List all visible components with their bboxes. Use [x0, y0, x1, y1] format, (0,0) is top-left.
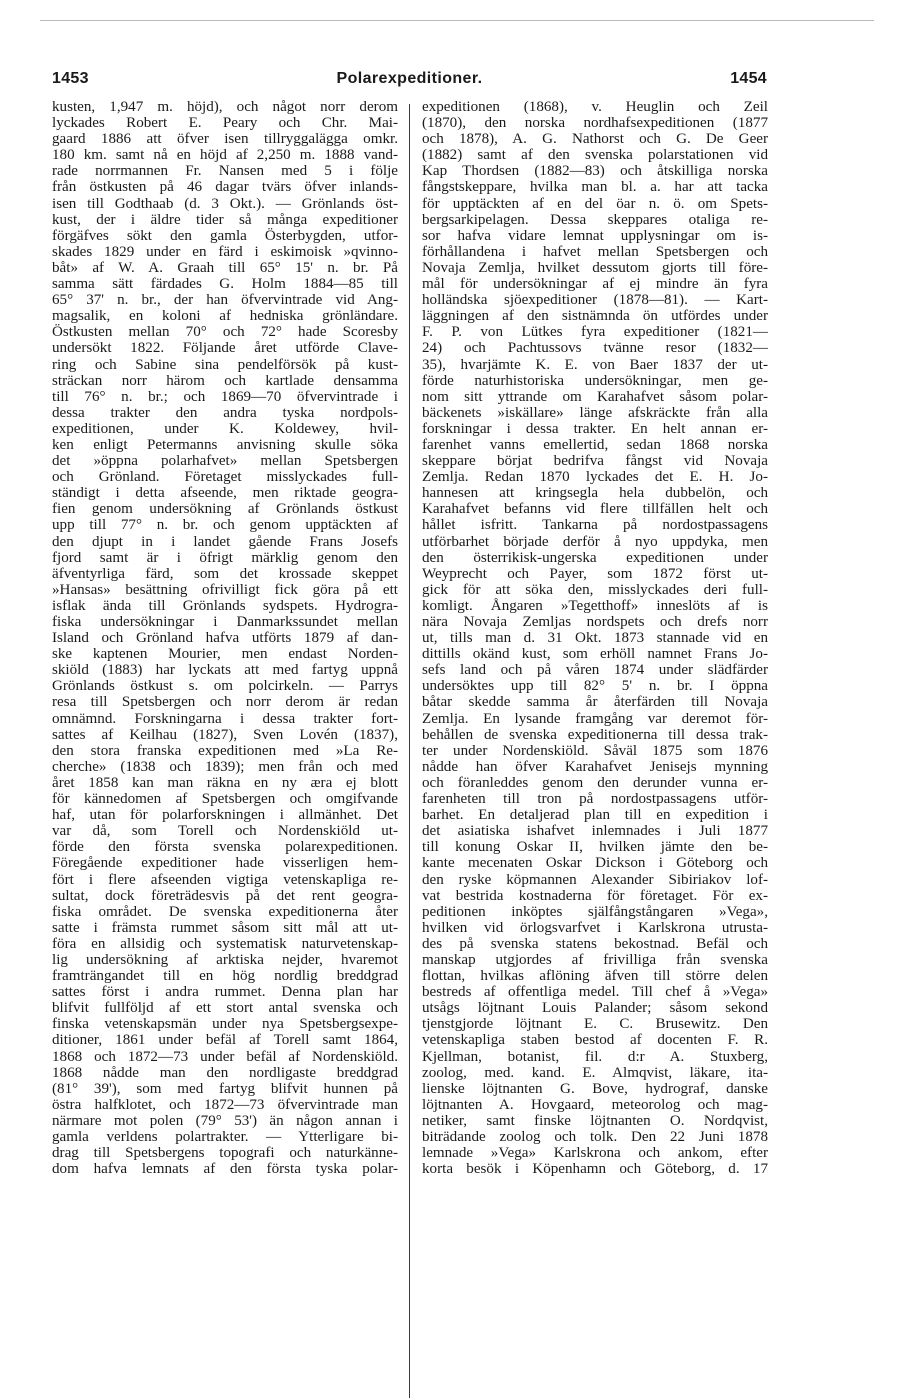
text-line: vat bestrida kostnaderna för företaget. För ex- — [422, 887, 768, 904]
text-line: des på svenska statens bekostnad. Befäl och — [422, 935, 768, 952]
text-line: förgäfves sökt den gamla Österbygden, utfor- — [52, 227, 398, 244]
text-line: skiöld (1883) har lyckats att med fartyg uppnå — [52, 662, 398, 679]
text-line: skeppare börjat bedrifva fångst vid Novaja — [422, 453, 768, 470]
text-line: (1882) samt af den svenska polarstationen vid — [422, 147, 768, 164]
text-line: för kännedomen af Spetsbergen och omgifvande — [52, 791, 398, 808]
top-edge-rule — [40, 20, 874, 21]
text-line: dessa trakter den andra tyska nordpols- — [52, 404, 398, 421]
text-line: farenheten till tron på nordostpassagens utför- — [422, 791, 768, 808]
text-line: var då, som Torell och Nordenskiöld ut- — [52, 823, 398, 840]
text-line: Kap Thordsen (1882—83) och åtskilliga norska — [422, 163, 768, 180]
text-line: Zemlja. En lysande framgång var deremot för- — [422, 710, 768, 727]
text-line: lemnade »Vega» Karlskrona och ankom, efter — [422, 1145, 768, 1162]
text-line: lienske löjtnanten G. Bove, hydrograf, danske — [422, 1080, 768, 1097]
text-line: gamla verldens polartrakter. — Ytterligare bi- — [52, 1129, 398, 1145]
text-line: kusten, 1,947 m. höjd), och något norr derom — [52, 99, 398, 115]
text-line: sattes af Keilhau (1827), Sven Lovén (1837), — [52, 726, 398, 743]
text-line: satte i främsta rummet såsom sitt mål att ut- — [52, 919, 398, 936]
text-line: 35), hvarjämte K. E. von Baer 1837 der ut- — [422, 356, 768, 373]
text-line: Novaja Zemlja, hvilket dessutom gjorts till före- — [422, 259, 768, 276]
text-line: nådde han öfver Karahafvet Jenisejs mynning — [422, 758, 768, 775]
text-line: det asiatiska ishafvet inlemnades i Juli 1877 — [422, 823, 768, 840]
text-line: nära Novaja Zemljas nordspets och drefs norr — [422, 614, 768, 630]
text-line: och föranleddes genom den derunder vunna er- — [422, 774, 768, 791]
text-line: 65° 37' n. br., der han öfvervintrade vid Ang- — [52, 292, 398, 309]
page-number-left: 1453 — [52, 70, 89, 87]
text-line: sattes först i andra rummet. Denna plan har — [52, 984, 398, 1001]
text-line: det »öppna polarhafvet» mellan Spetsbergen — [52, 453, 398, 470]
text-line: Zemlja. Redan 1870 lyckades det E. H. Jo- — [422, 469, 768, 486]
text-line: fjord samt är i öfrigt märklig genom den — [52, 549, 398, 566]
text-line: och 1878), A. G. Nathorst och G. De Geer — [422, 131, 768, 148]
text-line: zoolog, med. kand. E. Almqvist, läkare, ita- — [422, 1064, 768, 1081]
text-line: drag till Spetsbergens topografi och naturkänne- — [52, 1145, 398, 1162]
text-line: undersökt 1822. Följande året utförde Clave- — [52, 340, 398, 357]
text-line: året 1858 kan man räkna en ny æra ej blott — [52, 774, 398, 791]
text-line: den stora franska expeditionen med »La Re- — [52, 742, 398, 759]
text-line: kust, der i äldre tider så många expeditioner — [52, 211, 398, 228]
text-line: (1870), den norska nordhafsexpeditionen (1877 — [422, 115, 768, 132]
text-line: bergsarkipelagen. Dessa skeppares otaliga re- — [422, 211, 768, 228]
text-line: läggningen af den sistnämnda ön utfördes under — [422, 308, 768, 325]
text-line: 180 km. samt nå en höjd af 2,250 m. 1888 vand- — [52, 147, 398, 164]
text-line: dom hafva lemnats af den första tyska polar- — [52, 1161, 398, 1178]
text-line: komligt. Ångaren »Tegetthoff» inneslöts af is — [422, 597, 768, 614]
text-line: Grönlands östkust s. om polcirkeln. — Parrys — [52, 678, 398, 695]
text-line: och Grönland. Företaget misslyckades full- — [52, 469, 398, 486]
text-line: vetenskapliga staben bestod af docenten F. R. — [422, 1032, 768, 1049]
text-line: sefs land och på våren 1874 under slädfärder — [422, 662, 768, 679]
text-line: från östkusten på 46 dagar tvärs öfver inlands- — [52, 179, 398, 196]
text-line: ständigt i detta afseende, men riktade geogra- — [52, 485, 398, 502]
text-line: fört i flere afseenden vigtiga vetenskapliga re- — [52, 871, 398, 888]
text-line: lig undersökning af arktiska nejder, hvaremot — [52, 951, 398, 968]
text-line: Kjellman, botanist, fil. d:r A. Stuxberg, — [422, 1048, 768, 1065]
text-line: den djupt in i landet gående Frans Josefs — [52, 533, 398, 550]
text-line: bäckenets »iskällare» länge afskräckte från alla — [422, 404, 768, 421]
text-line: (81° 39'), som med fartyg blifvit hunnen på — [52, 1080, 398, 1097]
text-line: den österrikisk-ungerska expeditionen under — [422, 549, 768, 566]
text-line: flottan, hvilkas aflöning äfven till större delen — [422, 968, 768, 985]
text-line: den ryske köpmannen Alexander Sibiriakov lof- — [422, 871, 768, 888]
text-line: ter under Nordenskiöld. Såväl 1875 som 1876 — [422, 742, 768, 759]
text-line: barhet. En detaljerad plan till en expedition i — [422, 807, 768, 824]
text-line: förde naturhistoriska undersökningar, men ge- — [422, 372, 768, 389]
text-line: holländska sjöexpeditioner (1878—81). — Kart- — [422, 292, 768, 309]
text-line: samma sätt färdades G. Holm 1884—85 till — [52, 276, 398, 293]
text-line: ditioner, 1861 under befäl af Torell samt 1864, — [52, 1032, 398, 1049]
text-line: ring och Sabine sina pendelförsök på kust- — [52, 356, 398, 373]
text-line: gick för att söka den, misslyckades deri full- — [422, 581, 768, 598]
text-line: undersöktes upp till 82° 5' n. br. I öppna — [422, 678, 768, 695]
text-line: F. P. von Lütkes fyra expeditioner (1821— — [422, 324, 768, 341]
text-line: förde den första svenska polarexpeditionen. — [52, 839, 398, 856]
text-line: Island och Grönland hafva utförts 1879 af dan- — [52, 630, 398, 647]
text-line: expeditionen (1868), v. Heuglin och Zeil — [422, 99, 768, 115]
text-line: farenhet vanns emellertid, sedan 1868 norska — [422, 436, 768, 453]
text-line: rade norrmannen Fr. Nansen med 5 i följe — [52, 163, 398, 180]
text-line: forskningar i dessa trakter. En helt annan er- — [422, 420, 768, 437]
text-line: äfventyrliga färd, som det krossade skeppet — [52, 565, 398, 582]
text-line: blifvit fullföljd af ett stort antal svenska och — [52, 1000, 398, 1017]
text-line: närmare mot polen (79° 53') än någon annan i — [52, 1112, 398, 1129]
text-line: Karahafvet befanns vid flere tillfällen helt och — [422, 501, 768, 518]
text-line: korta besök i Köpenhamn och Göteborg, d. 17 — [422, 1161, 768, 1178]
text-line: biträdande zoolog och tolk. Den 22 Juni 1878 — [422, 1129, 768, 1145]
text-line: nom sitt yttrande om Karahafvet såsom polar- — [422, 388, 768, 405]
text-line: haf, utan för polarforskningen i allmänhet. Det — [52, 807, 398, 824]
text-line: fiska undersökningar i Danmarkssundet mellan — [52, 614, 398, 630]
text-line: manskap utgjordes af frivilliga från svenska — [422, 951, 768, 968]
text-line: expeditionen, under K. Koldewey, hvil- — [52, 420, 398, 437]
text-line: 1868 nådde man den nordligaste breddgrad — [52, 1064, 398, 1081]
text-line: bestreds af offentliga medel. Till chef å »Vega» — [422, 984, 768, 1001]
text-line: framträngandet till en hög nordlig breddgrad — [52, 968, 398, 985]
text-line: isflak ända till Grönlands sydspets. Hydrogra- — [52, 597, 398, 614]
text-line: ken enligt Petermanns anvisning skulle söka — [52, 436, 398, 453]
text-line: fiska området. De svenska expeditionerna åter — [52, 903, 398, 920]
running-title: Polarexpeditioner. — [336, 70, 483, 87]
text-line: resa till Spetsbergen och norr derom är redan — [52, 694, 398, 711]
text-line: Östkusten mellan 70° och 72° hade Scoresby — [52, 324, 398, 341]
text-line: till 76° n. br.; och 1869—70 öfvervintrade i — [52, 388, 398, 405]
text-line: utsågs löjtnant Louis Palander; såsom sekond — [422, 1000, 768, 1017]
text-line: finska vetenskapsmän under nya Spetsbergsexpe- — [52, 1016, 398, 1033]
text-line: mål för undersökningar af ej mindre än fyra — [422, 276, 768, 293]
text-line: hannesen att kringsegla hela dubbelön, och — [422, 485, 768, 502]
text-line: netiker, samt finske löjtnanten O. Nordqvist, — [422, 1112, 768, 1129]
text-line: omnämnd. Forskningarna i dessa trakter fort- — [52, 710, 398, 727]
text-line: hvilken vid örlogsvarfvet i Karlskrona utrusta- — [422, 919, 768, 936]
text-line: utförbarhet började derför å nyo uppdyka, men — [422, 533, 768, 550]
text-line: skades 1829 under en färd i eskimoisk »qvinno- — [52, 243, 398, 260]
page-header — [52, 70, 767, 94]
text-line: Föregående expeditioner hade visserligen hem- — [52, 855, 398, 872]
text-line: dittills okänd kust, som erhöll namnet Frans Jo- — [422, 646, 768, 663]
text-line: sor hafva vidare lemnat upplysningar om is- — [422, 227, 768, 244]
text-line: peditionen inköptes själfångstångaren »Vega», — [422, 903, 768, 920]
text-line: till konung Oskar II, hvilken jämte den be- — [422, 839, 768, 856]
text-line: tjenstgjorde löjtnant E. C. Brusewitz. Den — [422, 1016, 768, 1033]
text-line: fångstskeppare, hvilka man bl. a. har att tacka — [422, 179, 768, 196]
right-text-column — [422, 99, 768, 1177]
text-line: båt» af W. A. Graah till 65° 15' n. br. På — [52, 259, 398, 276]
text-line: hållet isfritt. Tankarna på nordostpassagens — [422, 517, 768, 534]
left-text-column — [52, 99, 398, 1177]
text-line: 24) och Pachtussovs tvänne resor (1832— — [422, 340, 768, 357]
text-line: 1868 och 1872—73 under befäl af Nordenskiöld. — [52, 1048, 398, 1065]
text-line: sultat, dock företrädesvis på det rent geogra- — [52, 887, 398, 904]
text-line: ut, tills man d. 31 Okt. 1873 stannade vid en — [422, 630, 768, 647]
text-line: föra en allsidig och systematisk naturvetenskap- — [52, 935, 398, 952]
text-line: behållen de svenska expeditionerna till dessa trak- — [422, 726, 768, 743]
text-line: för upptäckten af en del öar n. ö. om Spets- — [422, 195, 768, 212]
text-line: upp till 77° n. br. och genom upptäckten af — [52, 517, 398, 534]
text-line: fien genom undersökning af Grönlands östkust — [52, 501, 398, 518]
text-line: lyckades Robert E. Peary och Chr. Mai- — [52, 115, 398, 132]
text-line: löjtnanten A. Hovgaard, meteorolog och mag- — [422, 1096, 768, 1113]
text-line: isen till Godthaab (d. 3 Okt.). — Grönlands öst- — [52, 195, 398, 212]
text-line: gaard 1886 att öfver isen tillryggalägga omkr. — [52, 131, 398, 148]
text-line: Weyprecht och Payer, som 1872 först ut- — [422, 565, 768, 582]
text-line: kante mecenaten Oskar Dickson i Göteborg och — [422, 855, 768, 872]
text-line: östra halfklotet, och 1872—73 öfvervintrade man — [52, 1096, 398, 1113]
text-line: förhållandena i hafvet mellan Spetsbergen och — [422, 243, 768, 260]
text-line: cherche» (1838 och 1839); men från och med — [52, 758, 398, 775]
text-line: båtar skedde samma år återfärden till Novaja — [422, 694, 768, 711]
text-line: sträckan norr härom och kartlade densamma — [52, 372, 398, 389]
text-line: »Hansas» besättning ofrivilligt fick göra på ett — [52, 581, 398, 598]
column-divider-rule — [409, 104, 410, 1398]
text-line: ske kaptenen Mourier, men endast Norden- — [52, 646, 398, 663]
text-line: magsalik, en koloni af hedniska grönländare. — [52, 308, 398, 325]
page-number-right: 1454 — [730, 70, 767, 87]
